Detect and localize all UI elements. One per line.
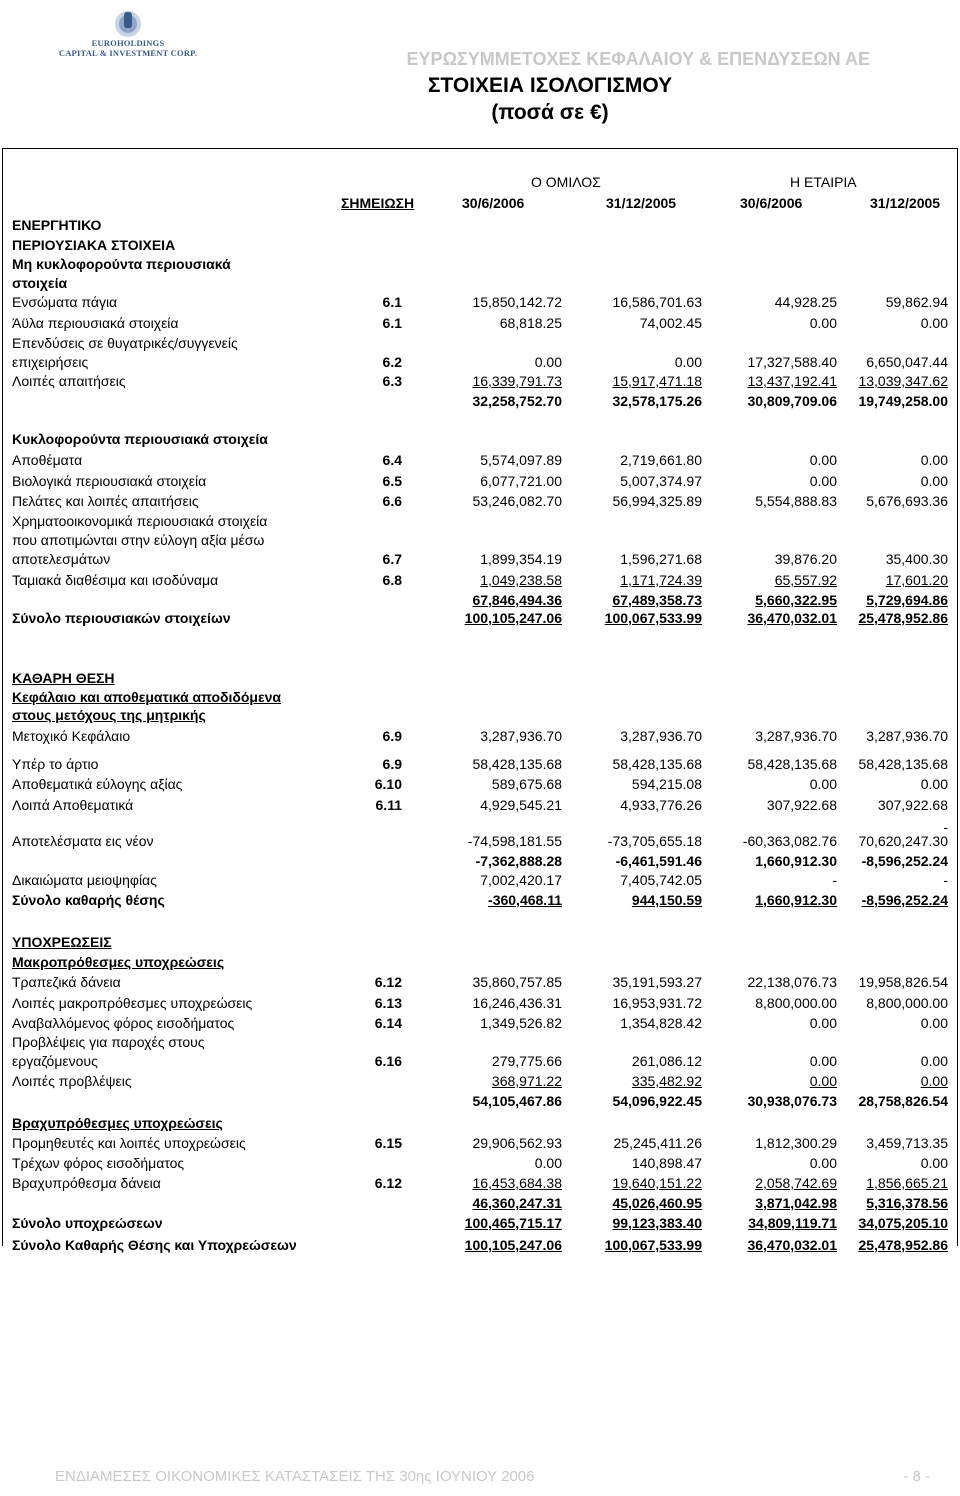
row-label: Κυκλοφορούντα περιουσιακά στοιχεία bbox=[12, 431, 268, 447]
date-header-2: 31/12/2005 bbox=[606, 195, 677, 211]
table-row bbox=[12, 531, 952, 550]
row-value: 0.00 bbox=[674, 354, 702, 370]
note-header: ΣΗΜΕΙΩΣΗ bbox=[341, 195, 415, 211]
page-title bbox=[340, 72, 760, 126]
row-label: που αποτιμώνται στην εύλογη αξία μέσω bbox=[12, 532, 265, 548]
row-value: 17,327,588.40 bbox=[747, 354, 837, 370]
row-label: Δικαιώματα μειοψηφίας bbox=[12, 872, 157, 888]
row-value: 16,953,931.72 bbox=[612, 995, 702, 1011]
row-value: 140,898.47 bbox=[631, 1155, 702, 1171]
row-value: 1,899,354.19 bbox=[480, 551, 562, 567]
table-row bbox=[12, 1154, 952, 1173]
footer-text: ΕΝΔΙΑΜΕΣΕΣ ΟΙΚΟΝΟΜΙΚΕΣ ΚΑΤΑΣΤΑΣΕΙΣ ΤΗΣ 30ης ΙΟΥΝΙΟΥ 2006 bbox=[55, 1468, 535, 1485]
table-row bbox=[12, 216, 952, 235]
table-row bbox=[12, 392, 952, 411]
row-value: -360,468.11 bbox=[488, 892, 562, 908]
row-note: 6.4 bbox=[382, 452, 402, 468]
row-value: -8,596,252.24 bbox=[861, 853, 948, 869]
row-label: Σύνολο καθαρής θέσης bbox=[12, 892, 165, 908]
row-value: 67,846,494.36 bbox=[472, 592, 562, 608]
row-value: 13,039,347.62 bbox=[858, 373, 948, 389]
row-value: 35,400.30 bbox=[885, 551, 948, 567]
group-header: Ο ΟΜΙΛΟΣ bbox=[531, 174, 601, 190]
date-header-3: 30/6/2006 bbox=[740, 195, 803, 211]
logo-line-2: CAPITAL & INVESTMENT CORP. bbox=[58, 48, 198, 58]
row-value: 100,465,715.17 bbox=[464, 1215, 562, 1231]
row-value: 32,578,175.26 bbox=[612, 393, 702, 409]
row-value: 44,928.25 bbox=[774, 294, 837, 310]
row-value: 0.00 bbox=[534, 354, 562, 370]
row-value: 100,105,247.06 bbox=[464, 1237, 562, 1253]
row-value: 0.00 bbox=[920, 1053, 948, 1069]
row-value: 2,719,661.80 bbox=[620, 452, 702, 468]
row-value: 8,800,000.00 bbox=[866, 995, 948, 1011]
row-value: 0.00 bbox=[920, 1155, 948, 1171]
row-value: 16,586,701.63 bbox=[612, 294, 702, 310]
row-label: Σύνολο υποχρεώσεων bbox=[12, 1215, 163, 1231]
row-value: 34,075,205.10 bbox=[858, 1215, 948, 1231]
row-value: 25,478,952.86 bbox=[858, 1237, 948, 1253]
row-note: 6.11 bbox=[375, 797, 402, 813]
row-value: 59,862.94 bbox=[885, 294, 948, 310]
row-value: -8,596,252.24 bbox=[861, 892, 948, 908]
row-value: 58,428,135.68 bbox=[472, 756, 562, 772]
row-value: 22,138,076.73 bbox=[747, 974, 837, 990]
table-row bbox=[12, 609, 952, 628]
date-header-1: 30/6/2006 bbox=[462, 195, 525, 211]
row-value: 30,938,076.73 bbox=[747, 1093, 837, 1109]
row-label: Τρέχων φόρος εισοδήματος bbox=[12, 1155, 185, 1171]
row-value: 16,339,791.73 bbox=[472, 373, 562, 389]
row-note: 6.10 bbox=[374, 776, 402, 792]
table-row bbox=[12, 796, 952, 815]
table-row bbox=[12, 832, 952, 851]
table-row bbox=[12, 550, 952, 569]
row-label: στοιχεία bbox=[12, 275, 68, 291]
row-value: 19,749,258.00 bbox=[858, 393, 948, 409]
table-row bbox=[12, 1174, 952, 1193]
row-value: 5,554,888.83 bbox=[755, 493, 837, 509]
row-note: 6.13 bbox=[374, 995, 402, 1011]
row-value: 0.00 bbox=[920, 473, 948, 489]
row-value: 70,620,247.30 bbox=[858, 833, 948, 849]
row-label: Υπέρ το άρτιο bbox=[12, 756, 99, 772]
table-row bbox=[12, 891, 952, 910]
row-label: Άϋλα περιουσιακά στοιχεία bbox=[12, 315, 179, 331]
row-value: 4,933,776.26 bbox=[620, 797, 702, 813]
row-label: Τραπεζικά δάνεια bbox=[12, 974, 121, 990]
row-value: 0.00 bbox=[534, 1155, 562, 1171]
row-value: 35,860,757.85 bbox=[472, 974, 562, 990]
row-value: 0.00 bbox=[809, 1053, 837, 1069]
logo-emblem-icon bbox=[58, 6, 198, 38]
row-value: 29,906,562.93 bbox=[472, 1135, 562, 1151]
row-value: 53,246,082.70 bbox=[472, 493, 562, 509]
row-value: 19,640,151.22 bbox=[612, 1175, 702, 1191]
table-row bbox=[12, 1194, 952, 1213]
row-label: Αποθεματικά εύλογης αξίας bbox=[12, 776, 183, 792]
row-label: Σύνολο περιουσιακών στοιχείων bbox=[12, 610, 231, 626]
row-value: 8,800,000.00 bbox=[755, 995, 837, 1011]
row-value: 3,287,936.70 bbox=[866, 728, 948, 744]
row-value: - bbox=[943, 819, 948, 835]
row-value: 7,405,742.05 bbox=[620, 872, 702, 888]
row-value: 25,478,952.86 bbox=[858, 610, 948, 626]
row-label: Ενσώματα πάγια bbox=[12, 294, 118, 310]
table-row bbox=[12, 353, 952, 372]
company-name: ΕΥΡΩΣΥΜΜΕΤΟΧΕΣ ΚΕΦΑΛΑΙΟΥ & ΕΠΕΝΔΥΣΕΩΝ ΑΕ bbox=[406, 49, 870, 69]
table-row bbox=[12, 1072, 952, 1091]
row-note: 6.7 bbox=[382, 551, 402, 567]
row-value: -74,598,181.55 bbox=[467, 833, 562, 849]
logo-line-1: EUROHOLDINGS bbox=[91, 38, 165, 48]
table-row bbox=[12, 1052, 952, 1071]
table-row bbox=[12, 372, 952, 391]
row-value: 1,349,526.82 bbox=[480, 1015, 562, 1031]
row-value: 1,660,912.30 bbox=[755, 853, 837, 869]
row-label: Βιολογικά περιουσιακά στοιχεία bbox=[12, 473, 207, 489]
row-label: επιχειρήσεις bbox=[12, 354, 89, 370]
company-header: Η ΕΤΑΙΡΙΑ bbox=[790, 174, 857, 190]
table-row bbox=[12, 1033, 952, 1052]
table-row bbox=[12, 994, 952, 1013]
row-value: 1,660,912.30 bbox=[755, 892, 837, 908]
row-value: 3,287,936.70 bbox=[755, 728, 837, 744]
row-value: 944,150.59 bbox=[631, 892, 702, 908]
row-value: - bbox=[832, 872, 837, 888]
row-value: 34,809,119.71 bbox=[748, 1215, 837, 1231]
row-value: 6,650,047.44 bbox=[866, 354, 948, 370]
table-row bbox=[12, 706, 952, 725]
row-note: 6.15 bbox=[374, 1135, 402, 1151]
row-note: 6.2 bbox=[382, 354, 402, 370]
row-value: 0.00 bbox=[809, 1015, 837, 1031]
row-note: 6.8 bbox=[382, 572, 402, 588]
company-logo bbox=[58, 6, 198, 66]
row-value: 0.00 bbox=[809, 776, 837, 792]
row-label: εργαζόμενους bbox=[12, 1053, 98, 1069]
row-value: 594,215.08 bbox=[631, 776, 702, 792]
row-label: Κεφάλαιο και αποθεματικά αποδιδόμενα bbox=[12, 689, 282, 705]
row-value: 0.00 bbox=[920, 1015, 948, 1031]
row-value: 5,660,322.95 bbox=[755, 592, 837, 608]
row-label: Προβλέψεις για παροχές στους bbox=[12, 1034, 205, 1050]
table-row bbox=[12, 1092, 952, 1111]
row-note: 6.12 bbox=[374, 1175, 402, 1191]
table-row bbox=[12, 727, 952, 746]
table-row bbox=[12, 953, 952, 972]
row-label: Μη κυκλοφορούντα περιουσιακά bbox=[12, 256, 231, 272]
row-label: ΚΑΘΑΡΗ ΘΕΣΗ bbox=[12, 670, 115, 686]
row-label: Σύνολο Καθαρής Θέσης και Υποχρεώσεων bbox=[12, 1237, 297, 1253]
row-label: Λοιπές απαιτήσεις bbox=[12, 373, 126, 389]
row-value: 16,453,684.38 bbox=[472, 1175, 562, 1191]
table-row bbox=[12, 314, 952, 333]
table-row bbox=[12, 755, 952, 774]
table-row bbox=[12, 973, 952, 992]
row-value: 100,067,533.99 bbox=[604, 1237, 702, 1253]
row-value: 1,596,271.68 bbox=[620, 551, 702, 567]
table-row bbox=[12, 472, 952, 491]
table-row bbox=[12, 451, 952, 470]
row-label: Μετοχικό Κεφάλαιο bbox=[12, 728, 131, 744]
table-row bbox=[12, 293, 952, 312]
row-value: 368,971.22 bbox=[491, 1073, 562, 1089]
row-note: 6.1 bbox=[382, 294, 402, 310]
table-row bbox=[12, 1114, 952, 1133]
row-label: Πελάτες και λοιπές απαιτήσεις bbox=[12, 493, 199, 509]
row-value: 4,929,545.21 bbox=[480, 797, 562, 813]
table-row bbox=[12, 571, 952, 590]
row-value: 2,058,742.69 bbox=[755, 1175, 837, 1191]
row-value: 45,026,460.95 bbox=[612, 1195, 702, 1211]
row-value: 5,316,378.56 bbox=[866, 1195, 948, 1211]
row-value: 3,871,042.98 bbox=[755, 1195, 837, 1211]
row-value: 3,459,713.35 bbox=[866, 1135, 948, 1151]
row-value: 13,437,192.41 bbox=[747, 373, 837, 389]
row-value: -6,461,591.46 bbox=[615, 853, 702, 869]
row-value: 58,428,135.68 bbox=[612, 756, 702, 772]
row-value: 0.00 bbox=[809, 1155, 837, 1171]
row-value: 0.00 bbox=[920, 452, 948, 468]
row-value: 58,428,135.68 bbox=[858, 756, 948, 772]
row-label: ΕΝΕΡΓΗΤΙΚΟ bbox=[12, 217, 102, 233]
row-value: 6,077,721.00 bbox=[480, 473, 562, 489]
row-value: 335,482.92 bbox=[631, 1073, 702, 1089]
row-value: 1,171,724.39 bbox=[620, 572, 702, 588]
table-row bbox=[12, 1134, 952, 1153]
row-note: 6.16 bbox=[374, 1053, 402, 1069]
row-value: 5,574,097.89 bbox=[480, 452, 562, 468]
row-value: 279,775.66 bbox=[491, 1053, 562, 1069]
date-header-4: 31/12/2005 bbox=[870, 195, 941, 211]
row-value: 589,675.68 bbox=[491, 776, 562, 792]
row-value: 30,809,709.06 bbox=[747, 393, 837, 409]
table-row bbox=[12, 274, 952, 293]
table-row bbox=[12, 871, 952, 890]
row-value: 15,850,142.72 bbox=[472, 294, 562, 310]
row-value: 17,601.20 bbox=[885, 572, 948, 588]
row-value: 54,105,467.86 bbox=[472, 1093, 562, 1109]
row-label: ΠΕΡΙΟΥΣΙΑΚΑ ΣΤΟΙΧΕΙΑ bbox=[12, 237, 176, 253]
row-value: 1,049,238.58 bbox=[480, 572, 562, 588]
row-value: - bbox=[943, 872, 948, 888]
row-label: Αποτελέσματα εις νέον bbox=[12, 833, 154, 849]
row-value: 36,470,032.01 bbox=[747, 1237, 837, 1253]
row-value: 56,994,325.89 bbox=[612, 493, 702, 509]
row-label: Αναβαλλόμενος φόρος εισοδήματος bbox=[12, 1015, 235, 1031]
row-value: 67,489,358.73 bbox=[612, 592, 702, 608]
row-value: 68,818.25 bbox=[499, 315, 562, 331]
table-row bbox=[12, 933, 952, 952]
row-note: 6.6 bbox=[382, 493, 402, 509]
row-value: 1,812,300.29 bbox=[755, 1135, 837, 1151]
page-number: - 8 - bbox=[903, 1468, 930, 1485]
table-row bbox=[12, 512, 952, 531]
row-value: 58,428,135.68 bbox=[747, 756, 837, 772]
title-main: ΣΤΟΙΧΕΙΑ ΙΣΟΛΟΓΙΣΜΟΥ bbox=[427, 74, 673, 97]
row-note: 6.9 bbox=[382, 728, 402, 744]
row-value: 65,557.92 bbox=[774, 572, 837, 588]
row-value: 15,917,471.18 bbox=[612, 373, 702, 389]
row-value: 28,758,826.54 bbox=[858, 1093, 948, 1109]
row-label: Ταμιακά διαθέσιμα και ισοδύναμα bbox=[12, 572, 219, 588]
row-value: 0.00 bbox=[920, 315, 948, 331]
row-note: 6.9 bbox=[382, 756, 402, 772]
row-value: 25,245,411.26 bbox=[613, 1135, 702, 1151]
row-label: Προμηθευτές και λοιπές υποχρεώσεις bbox=[12, 1135, 246, 1151]
row-label: Βραχυπρόθεσμα δάνεια bbox=[12, 1175, 161, 1191]
row-value: -7,362,888.28 bbox=[475, 853, 562, 869]
row-note: 6.12 bbox=[374, 974, 402, 990]
row-value: 0.00 bbox=[809, 473, 837, 489]
row-value: 1,354,828.42 bbox=[620, 1015, 702, 1031]
table-row bbox=[12, 591, 952, 610]
row-value: -73,705,655.18 bbox=[607, 833, 702, 849]
table-row bbox=[12, 1014, 952, 1033]
row-value: 3,287,936.70 bbox=[480, 728, 562, 744]
row-value: 5,676,693.36 bbox=[866, 493, 948, 509]
row-value: 0.00 bbox=[920, 776, 948, 792]
row-label: αποτελεσμάτων bbox=[12, 551, 111, 567]
row-label: Βραχυπρόθεσμες υποχρεώσεις bbox=[12, 1115, 223, 1131]
row-label: Μακροπρόθεσμες υποχρεώσεις bbox=[12, 954, 225, 970]
row-value: 3,287,936.70 bbox=[620, 728, 702, 744]
row-label: Επενδύσεις σε θυγατρικές/συγγενείς bbox=[12, 335, 238, 351]
row-value: 0.00 bbox=[809, 1073, 837, 1089]
table-row bbox=[12, 1214, 952, 1233]
table-row bbox=[12, 430, 952, 449]
row-value: 0.00 bbox=[809, 452, 837, 468]
row-value: 35,191,593.27 bbox=[612, 974, 702, 990]
row-value: 5,007,374.97 bbox=[620, 473, 702, 489]
row-value: 16,246,436.31 bbox=[472, 995, 562, 1011]
row-value: 0.00 bbox=[809, 315, 837, 331]
row-label: Αποθέματα bbox=[12, 452, 83, 468]
row-label: Λοιπά Αποθεματικά bbox=[12, 797, 134, 813]
row-value: 5,729,694.86 bbox=[866, 592, 948, 608]
row-value: 100,067,533.99 bbox=[604, 610, 702, 626]
row-value: 54,096,922.45 bbox=[612, 1093, 702, 1109]
row-value: 7,002,420.17 bbox=[480, 872, 562, 888]
row-value: 307,922.68 bbox=[877, 797, 948, 813]
title-sub: (ποσά σε €) bbox=[491, 101, 609, 124]
table-row bbox=[12, 334, 952, 353]
table-row bbox=[12, 255, 952, 274]
row-value: 261,086.12 bbox=[631, 1053, 702, 1069]
row-value: 307,922.68 bbox=[766, 797, 837, 813]
row-value: 99,123,383.40 bbox=[612, 1215, 702, 1231]
table-row bbox=[12, 775, 952, 794]
row-value: 0.00 bbox=[920, 1073, 948, 1089]
row-value: 46,360,247.31 bbox=[472, 1195, 562, 1211]
row-value: 74,002.45 bbox=[639, 315, 702, 331]
row-note: 6.14 bbox=[374, 1015, 402, 1031]
table-row bbox=[12, 852, 952, 871]
row-label: Λοιπές μακροπρόθεσμες υποχρεώσεις bbox=[12, 995, 253, 1011]
row-value: 100,105,247.06 bbox=[464, 610, 562, 626]
row-label: στους μετόχους της μητρικής bbox=[12, 707, 206, 723]
row-note: 6.5 bbox=[382, 473, 402, 489]
row-value: 32,258,752.70 bbox=[472, 393, 562, 409]
table-row bbox=[12, 236, 952, 255]
row-label: Χρηματοοικονομικά περιουσιακά στοιχεία bbox=[12, 513, 268, 529]
row-value: 36,470,032.01 bbox=[747, 610, 837, 626]
row-value: 39,876.20 bbox=[774, 551, 837, 567]
row-label: ΥΠΟΧΡΕΩΣΕΙΣ bbox=[12, 934, 112, 950]
table-row bbox=[12, 1236, 952, 1255]
row-value: 19,958,826.54 bbox=[858, 974, 948, 990]
table-row bbox=[12, 669, 952, 688]
table-row bbox=[12, 492, 952, 511]
row-value: -60,363,082.76 bbox=[742, 833, 837, 849]
row-value: 1,856,665.21 bbox=[866, 1175, 948, 1191]
row-note: 6.3 bbox=[382, 373, 402, 389]
row-note: 6.1 bbox=[382, 315, 402, 331]
row-label: Λοιπές προβλέψεις bbox=[12, 1073, 132, 1089]
table-row bbox=[12, 688, 952, 707]
